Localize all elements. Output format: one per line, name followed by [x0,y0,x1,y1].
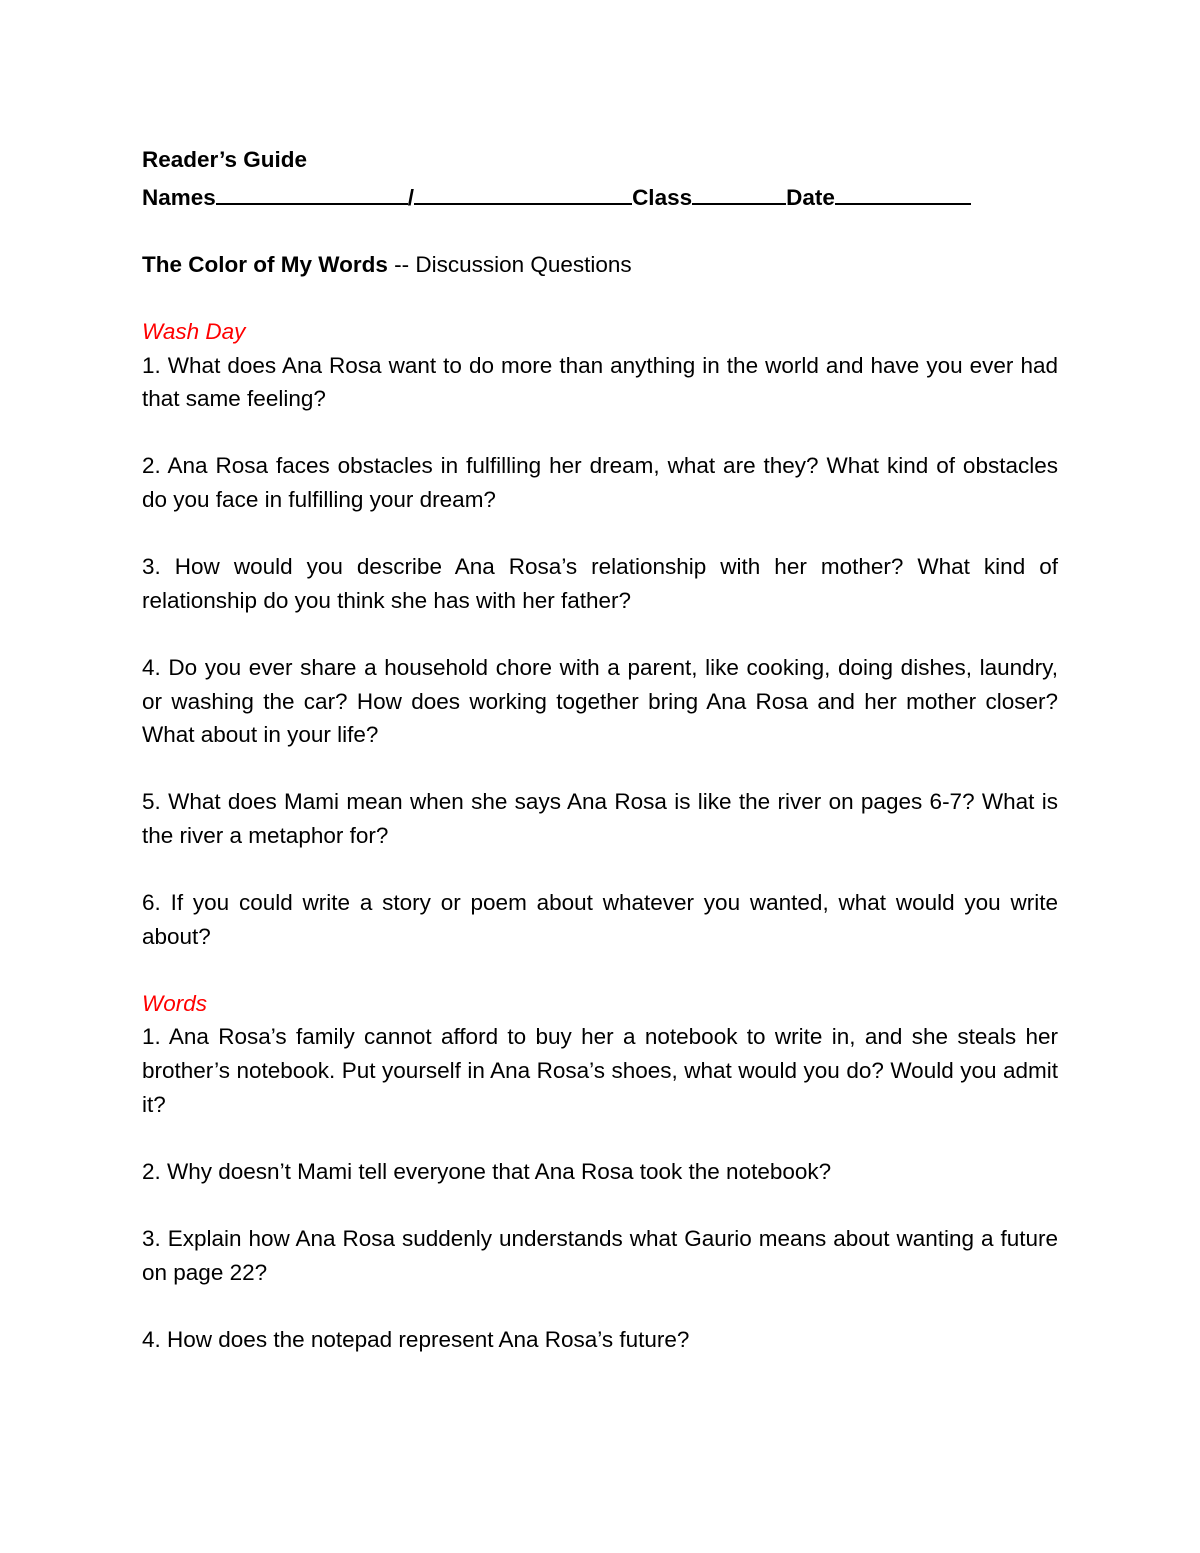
question-item: 3. Explain how Ana Rosa suddenly understands what Gaurio means about wanting a future on page 22? [142,1226,1058,1285]
section-wash-day [142,315,1058,953]
document-heading [142,248,1058,282]
heading-separator: -- [387,251,416,277]
question-item: 1. Ana Rosa’s family cannot afford to buy her a notebook to write in, and she steals her brother’s notebook. Put yourself in Ana Rosa’s shoes, what would you do? Would you admit it? [142,1024,1058,1117]
section-words [142,987,1058,1357]
question-item: 4. How does the notepad represent Ana Rosa’s future? [142,1326,690,1352]
section-title: Words [142,990,208,1016]
names-label: Names [142,184,216,210]
guide-title: Reader’s Guide [142,147,308,172]
question-item: 2. Why doesn’t Mami tell everyone that Ana Rosa took the notebook? [142,1158,832,1184]
question-item: 3. How would you describe Ana Rosa’s relationship with her mother? What kind of relationship do you think she has with her father? [142,554,1058,613]
book-title: The Color of My Words [142,251,388,277]
class-label: Class [632,184,693,210]
section-title: Wash Day [142,318,246,344]
date-blank [835,177,971,205]
question-item: 2. Ana Rosa faces obstacles in fulfilling her dream, what are they? What kind of obstacles do you face in fulfilling your dream? [142,453,1058,512]
question-item: 5. What does Mami mean when she says Ana Rosa is like the river on pages 6-7? What is the river a metaphor for? [142,789,1058,848]
question-item: 4. Do you ever share a household chore with a parent, like cooking, doing dishes, laundry, or washing the car? How does working together bring Ana Rosa and her mother closer? What about in your life? [142,654,1058,748]
question-item: 1. What does Ana Rosa want to do more than anything in the world and have you ever had that same feeling? [142,352,1058,412]
names-line [142,177,1058,215]
document-page [142,143,1058,1356]
names-blank-1 [216,177,408,205]
date-label: Date [786,184,835,210]
question-item: 6. If you could write a story or poem about whatever you wanted, what would you write about? [142,890,1058,949]
names-slash: / [407,184,415,210]
heading-subtitle: Discussion Questions [415,251,632,277]
class-blank [692,177,786,205]
names-blank-2 [414,177,632,205]
